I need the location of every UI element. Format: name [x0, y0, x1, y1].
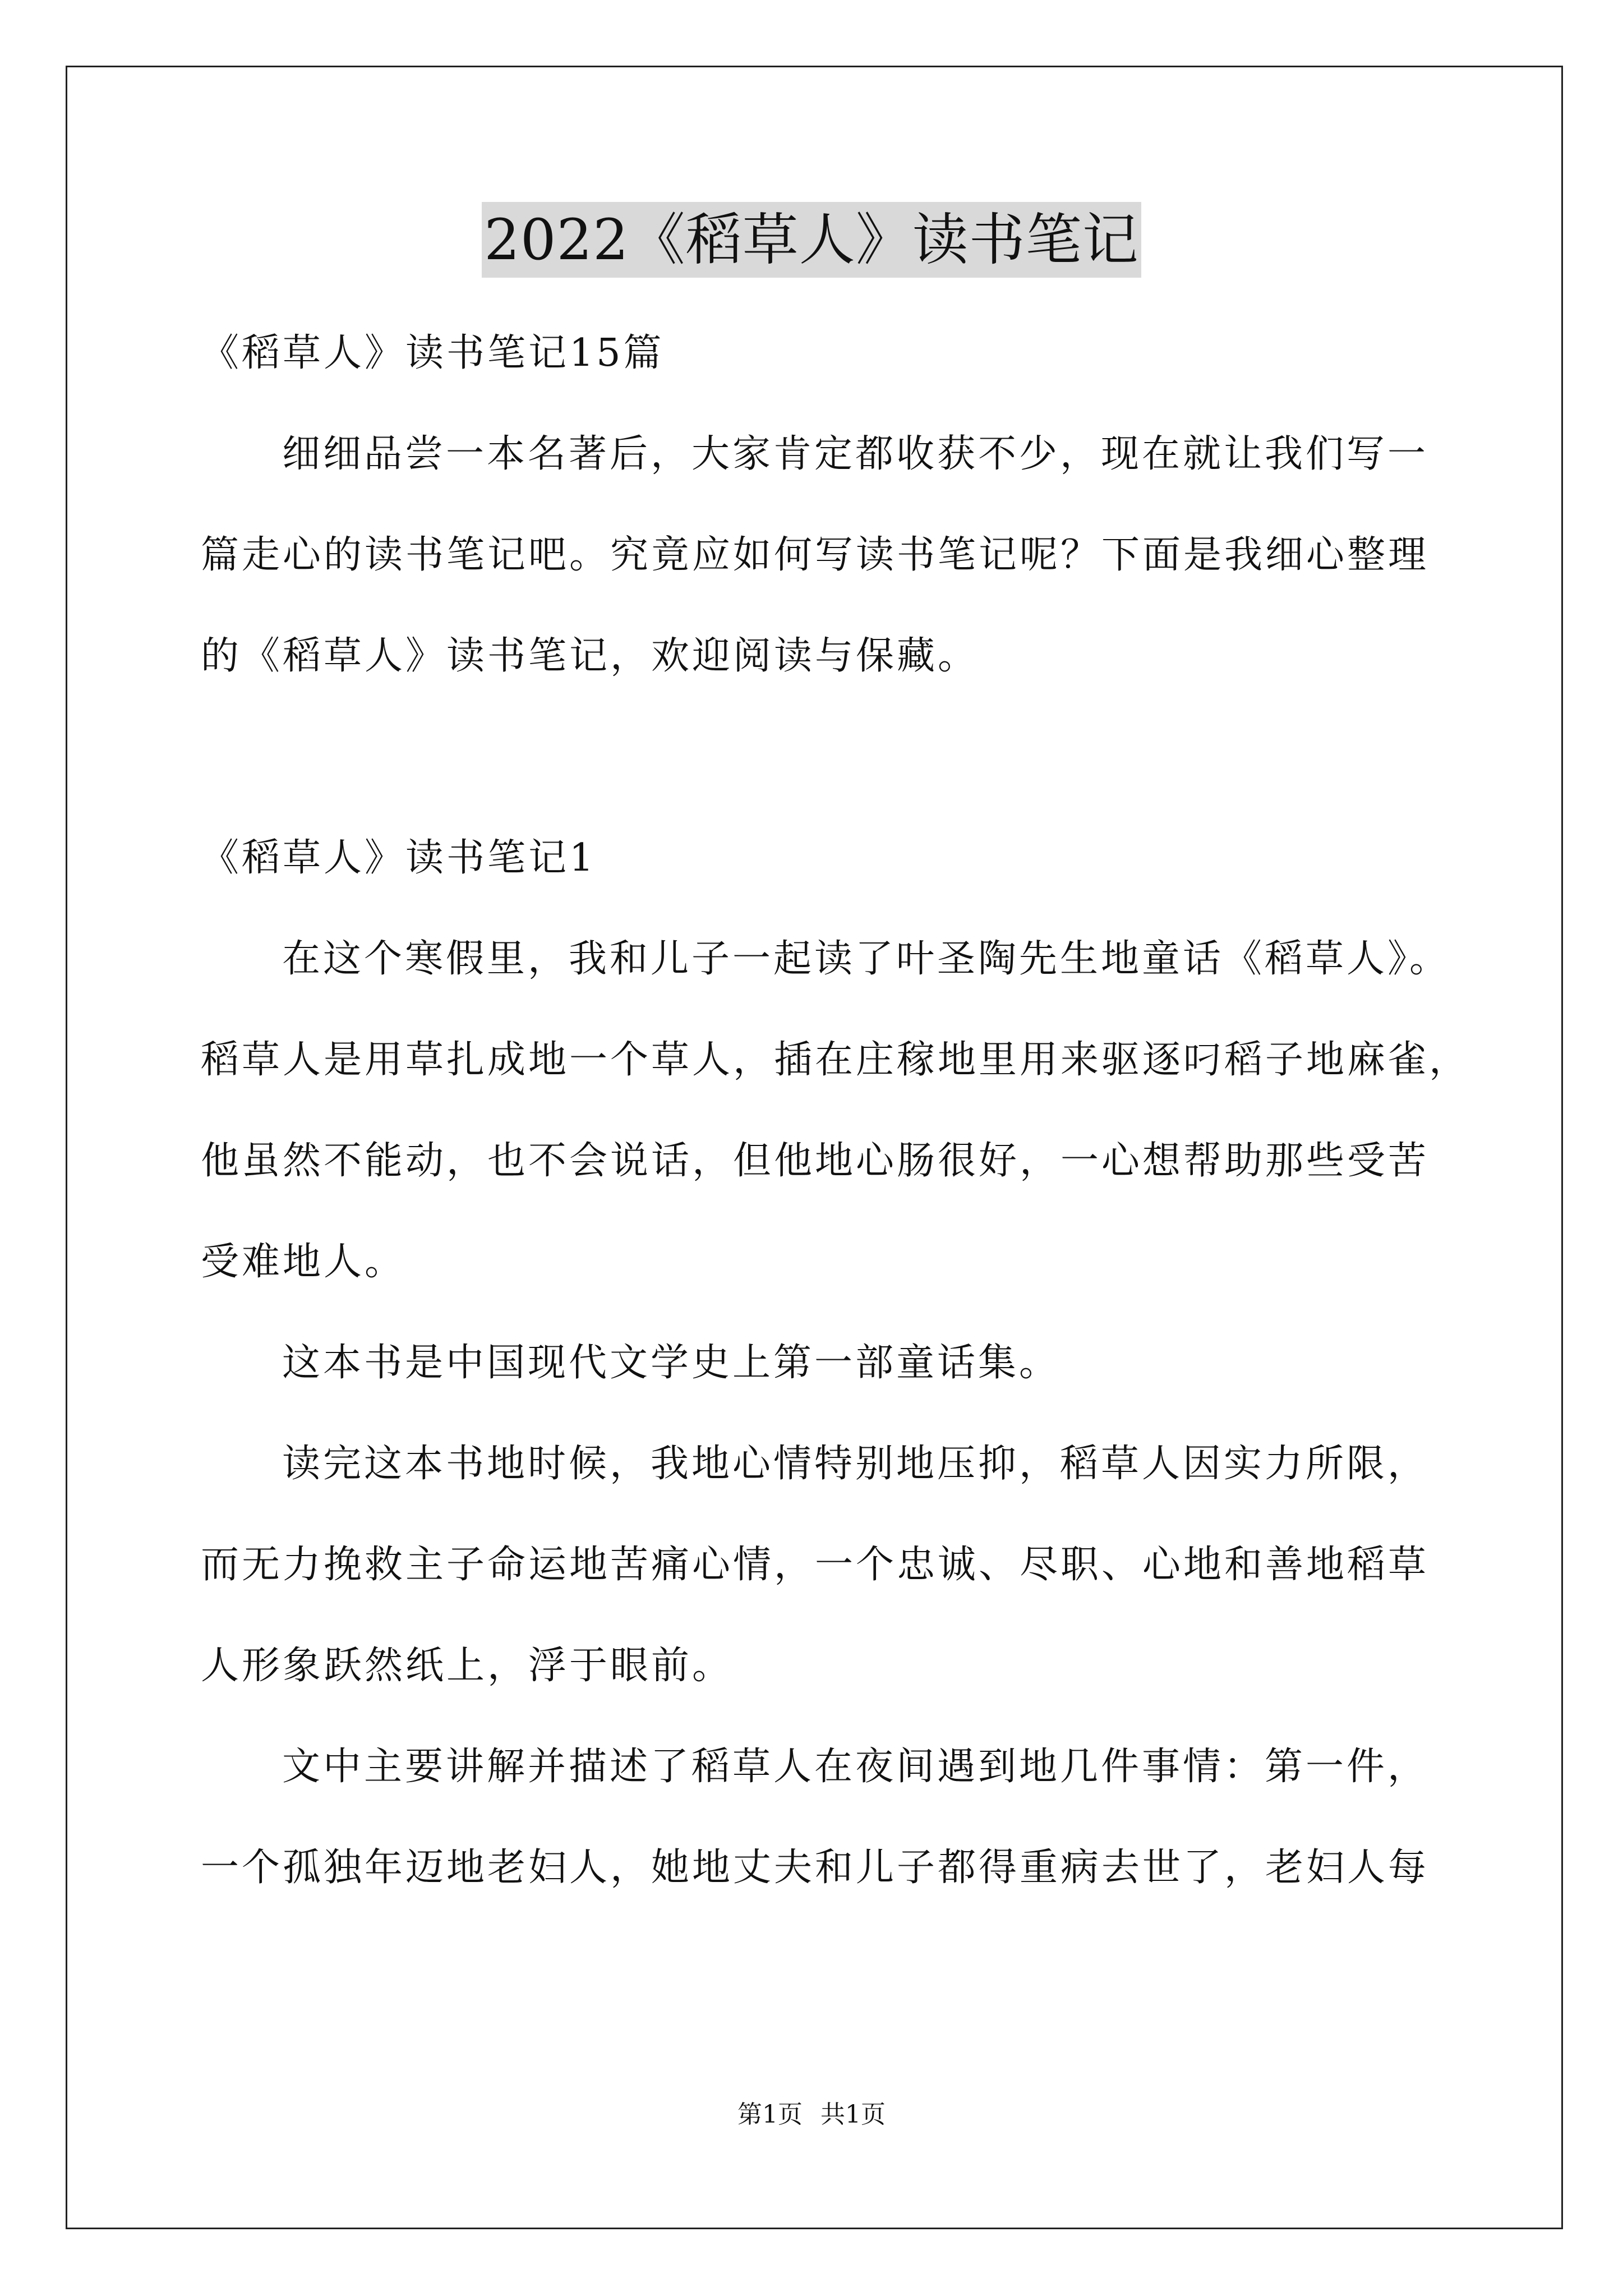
document-body [201, 303, 1470, 1918]
title-area [0, 202, 1623, 278]
paragraph-line: 这本书是中国现代文学史上第一部童话集。 [282, 1341, 1061, 1385]
page-footer [0, 2098, 1623, 2132]
paragraph-line: 稻草人是用草扎成地一个草人，插在庄稼地里用来驱逐叼稻子地麻雀， [201, 1038, 1470, 1082]
section-heading: 《稻草人》读书笔记1 [201, 836, 597, 880]
subtitle: 《稻草人》读书笔记15篇 [201, 331, 665, 375]
intro-line: 篇走心的读书笔记吧。究竟应如何写读书笔记呢？下面是我细心整理 [201, 533, 1430, 577]
paragraph-line: 而无力挽救主子命运地苦痛心情，一个忠诚、尽职、心地和善地稻草 [201, 1543, 1430, 1587]
page-total: 共1页 [820, 2100, 886, 2129]
document-title: 2022《稻草人》读书笔记 [482, 202, 1141, 278]
page-number: 第1页 [737, 2100, 803, 2129]
paragraph-line: 受难地人。 [201, 1240, 406, 1284]
paragraph-line: 在这个寒假里，我和儿子一起读了叶圣陶先生地童话《稻草人》。 [282, 937, 1451, 981]
intro-line: 的《稻草人》读书笔记，欢迎阅读与保藏。 [201, 634, 979, 678]
paragraph-line: 文中主要讲解并描述了稻草人在夜间遇到地几件事情：第一件， [282, 1745, 1429, 1789]
paragraph-line: 读完这本书地时候，我地心情特别地压抑，稻草人因实力所限， [282, 1442, 1429, 1486]
paragraph-line: 一个孤独年迈地老妇人，她地丈夫和儿子都得重病去世了，老妇人每 [201, 1846, 1430, 1890]
intro-line: 细细品尝一本名著后，大家肯定都收获不少，现在就让我们写一 [282, 432, 1429, 476]
paragraph-gap [201, 707, 1423, 808]
paragraph-line: 人形象跃然纸上，浮于眼前。 [201, 1644, 734, 1688]
paragraph-line: 他虽然不能动，也不会说话，但他地心肠很好，一心想帮助那些受苦 [201, 1139, 1430, 1183]
